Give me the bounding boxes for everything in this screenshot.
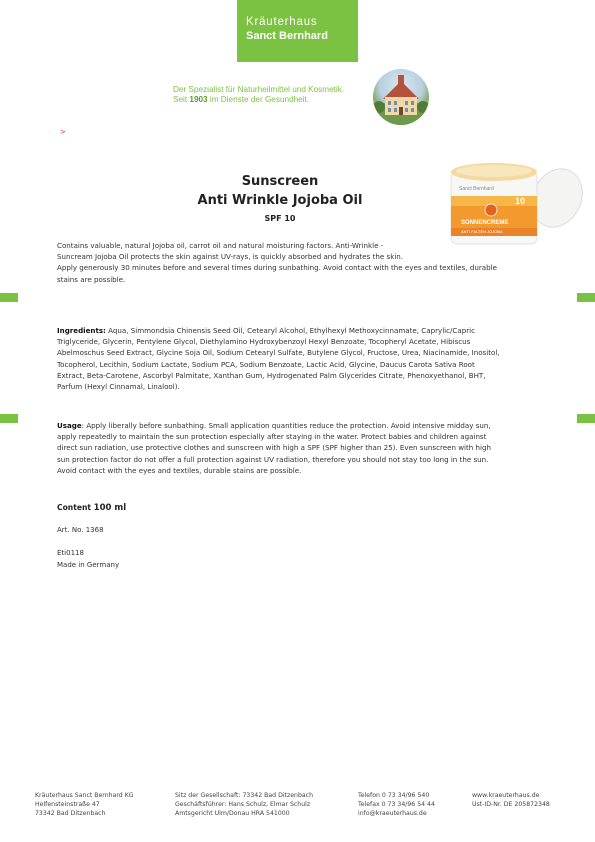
brand-logo[interactable]	[237, 0, 358, 62]
usage-section: Usage: Apply liberally before sunbathing. Small application quantities reduce the protection. Avoid intensive midday sun, apply repeatedly to maintain the sun protection especially after staying in the water. Protect babies and children against direct sun radiation, use protective clothes and sunscreen with high a SPF (SPF higher than 25). Even sunscreen with high sun protection factor do not offer a full protection against UV radiation, therefore you should not stay too long in the sun. Avoid contact with the eyes and textiles, durable stains are possible.	[57, 421, 492, 475]
breadcrumb[interactable]: >	[60, 128, 66, 136]
footer-email-link[interactable]: info@kraeuterhaus.de	[358, 810, 427, 818]
made-in: Made in Germany	[57, 561, 120, 569]
content-amount: Content 100 ml	[57, 503, 127, 513]
footer-company: Kräuterhaus Sanct Bernhard KG Helfensteinstraße 47 73342 Bad Ditzenbach	[35, 792, 134, 818]
jar-spf: 10	[515, 196, 526, 206]
logo-line-1: Kräuterhaus	[246, 16, 318, 28]
article-number: Art. No. 1368	[57, 526, 104, 534]
fold-mark-right-2	[577, 414, 595, 423]
ingredients-section: Ingredients: Aqua, Simmondsia Chinensis Seed Oil, Cetearyl Alcohol, Ethylhexyl Methoxycinnamate, Caprylic/Capric Triglyceride, Glycerin, Pentylene Glycol, Diethylamino Hydroxybenzoyl Hexyl Benzoate, Tocopheryl Acetate, Hibiscus Abelmoschus Seed Extract, Glycine Soja Oil, Sodium Cetearyl Sulfate, Butylene Glycol, Fructose, Urea, Niacinamide, Inositol, Tocopherol, Lecithin, Sodium Lactate, Sodium PCA, Sodium Benzoate, Lactic Acid, Glycine, Daucus Carota Sativa Root Extract, Beta-Carotene, Ascorbyl Palmitate, Xanthan Gum, Hydrogenated Palm Glycerides Citrate, Phenoxyethanol, BHT, Parfum (Hexyl Cinnamal, Linalool).	[57, 326, 500, 392]
logo-line-2: Sanct Bernhard	[246, 30, 328, 42]
jar-sub-label: ANTI FALTEN JOJOBA	[461, 229, 503, 234]
fold-mark-left-2	[0, 414, 18, 423]
fold-mark-right-1	[577, 293, 595, 302]
house-photo	[373, 69, 429, 125]
jar-label: SONNENCREME	[461, 220, 509, 226]
footer-web: www.kraeuterhaus.de Ust-ID-Nr. DE 205872348	[472, 792, 550, 809]
tagline-line-1: Der Spezialist für Naturheilmittel und Kosmetik.	[173, 85, 345, 94]
usage-label: Usage	[57, 421, 82, 430]
footer-contact: Telefon 0 73 34/96 540 Telefax 0 73 34/96 54 44 info@kraeuterhaus.de	[358, 792, 435, 818]
footer-website-link[interactable]: www.kraeuterhaus.de	[472, 792, 540, 799]
fold-mark-left-1	[0, 293, 18, 302]
tagline-year: 1903	[189, 95, 208, 104]
ingredients-label: Ingredients:	[57, 326, 106, 335]
jar-brand: Sanct Bernhard	[459, 186, 494, 192]
footer-legal: Sitz der Gesellschaft: 73342 Bad Ditzenbach Geschäftsführer: Hans Schulz, Elmar Schulz Amtsgericht Ulm/Donau HRA 541000	[175, 792, 313, 818]
product-title: Sunscreen	[241, 174, 319, 189]
eti-code: Eti0118	[57, 549, 84, 557]
product-spf: SPF 10	[264, 214, 296, 223]
product-subtitle: Anti Wrinkle Jojoba Oil	[197, 193, 363, 208]
tagline-line-2: Seit 1903 im Dienste der Gesundheit.	[173, 95, 310, 104]
product-description: Contains valuable, natural Jojoba oil, carrot oil and natural moisturing factors. Anti-Wrinkle - Suncream Jojoba Oil protects the skin against UV-rays, is quickly absorbed and hydrates the skin. Apply generously 30 minutes before and several times during sunbathing. Avoid contact with the eyes and textiles, durable stains are possible.	[57, 241, 497, 284]
product-image	[447, 158, 585, 250]
